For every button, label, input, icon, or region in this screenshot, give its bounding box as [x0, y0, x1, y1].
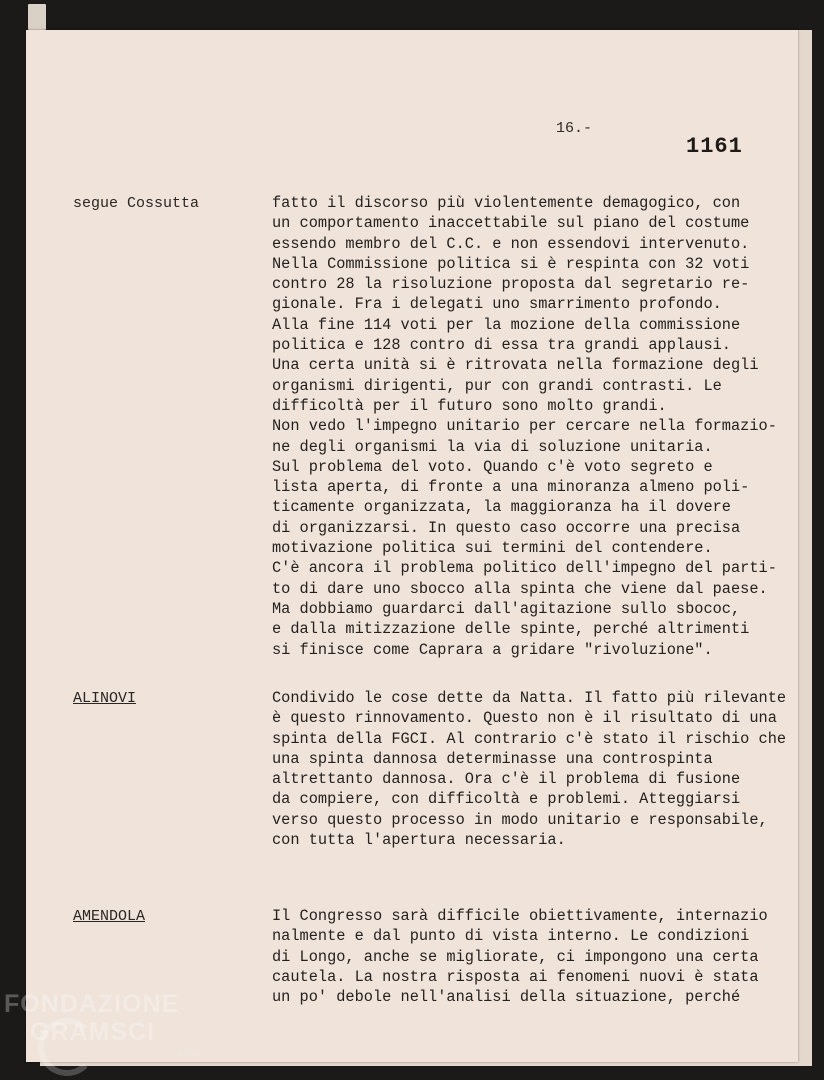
text-line: Non vedo l'impegno unitario per cercare nella formazio- — [272, 417, 777, 436]
text-line: difficoltà per il futuro sono molto grandi. — [272, 396, 667, 415]
text-line: Sul problema del voto. Quando c'è voto segreto e — [272, 457, 713, 476]
text-line: essendo membro del C.C. e non essendovi intervenuto. — [272, 234, 750, 253]
text-line: gionale. Fra i delegati uno smarrimento profondo. — [272, 295, 722, 314]
paper-clip — [28, 4, 46, 30]
speech-alinovi — [272, 688, 792, 850]
text-line: e dalla mitizzazione delle spinte, perché altrimenti — [272, 620, 750, 639]
text-line: altrettanto dannosa. Ora c'è il problema di fusione — [272, 770, 741, 789]
watermark-line-2: GRAMSCI — [30, 1018, 156, 1046]
page-number: 16.- — [556, 120, 593, 137]
text-line: fatto il discorso più violentemente demagogico, con — [272, 194, 741, 212]
document-number: 1161 — [686, 134, 743, 159]
text-line: verso questo processo in modo unitario e responsabile, — [272, 810, 768, 829]
text-line: Ma dobbiamo guardarci dall'agitazione sullo sbococ, — [272, 599, 741, 618]
fondazione-gramsci-watermark — [4, 990, 200, 1058]
text-line: Alla fine 114 voti per la mozione della commissione — [272, 315, 741, 334]
text-line: nalmente e dal punto di vista interno. Le condizioni — [272, 927, 750, 946]
text-line: spinta della FGCI. Al contrario c'è stato il rischio che — [272, 729, 787, 748]
speaker-label-amendola: AMENDOLA — [73, 908, 146, 925]
text-line: è questo rinnovamento. Questo non è il risultato di una — [272, 709, 777, 728]
speech-amendola — [272, 906, 792, 1007]
speaker-label-cossutta: segue Cossutta — [73, 195, 200, 212]
speech-cossutta — [272, 193, 792, 660]
text-line: cautela. La nostra risposta ai fenomeni nuovi è stata — [272, 967, 759, 986]
text-line: da compiere, con difficoltà e problemi. Atteggiarsi — [272, 790, 741, 809]
text-line: to di dare uno sbocco alla spinta che viene dal paese. — [272, 579, 768, 598]
text-line: con tutta l'apertura necessaria. — [272, 831, 566, 850]
text-line: politica e 128 contro di essa tra grandi applausi. — [272, 336, 731, 355]
text-line: Il Congresso sarà difficile obiettivamente, internazio — [272, 907, 768, 925]
watermark-line-1: FONDAZIONE — [4, 990, 180, 1018]
text-line: Una certa unità si è ritrovata nella formazione degli — [272, 356, 759, 375]
text-line: di Longo, anche se migliorate, ci impongono una certa — [272, 947, 759, 966]
text-line: ticamente organizzata, la maggioranza ha il dovere — [272, 498, 731, 517]
text-line: un comportamento inaccettabile sul piano del costume — [272, 214, 750, 233]
text-line: una spinta dannosa determinasse una controspinta — [272, 749, 713, 768]
text-line: lista aperta, di fronte a una minoranza almeno poli- — [272, 478, 750, 497]
text-line: motivazione politica sui termini del contendere. — [272, 539, 713, 558]
text-line: Nella Commissione politica si è respinta con 32 voti — [272, 254, 750, 273]
text-line: contro 28 la risoluzione proposta dal segretario re- — [272, 275, 750, 294]
text-line: Condivido le cose dette da Natta. Il fatto più rilevante — [272, 689, 787, 707]
typewritten-page — [26, 30, 798, 1062]
watermark-suffix: onlus — [178, 1048, 200, 1058]
speaker-label-alinovi: ALINOVI — [73, 690, 137, 707]
gramsci-logo-icon — [38, 1018, 96, 1076]
text-line: un po' debole nell'analisi della situazione, perché — [272, 988, 741, 1007]
text-line: di organizzarsi. In questo caso occorre una precisa — [272, 518, 741, 537]
text-line: si finisce come Caprara a gridare "rivoluzione". — [272, 640, 713, 659]
text-line: organismi dirigenti, pur con grandi contrasti. Le — [272, 376, 722, 395]
text-line: ne degli organismi la via di soluzione unitaria. — [272, 437, 713, 456]
text-line: C'è ancora il problema politico dell'impegno del parti- — [272, 559, 777, 578]
